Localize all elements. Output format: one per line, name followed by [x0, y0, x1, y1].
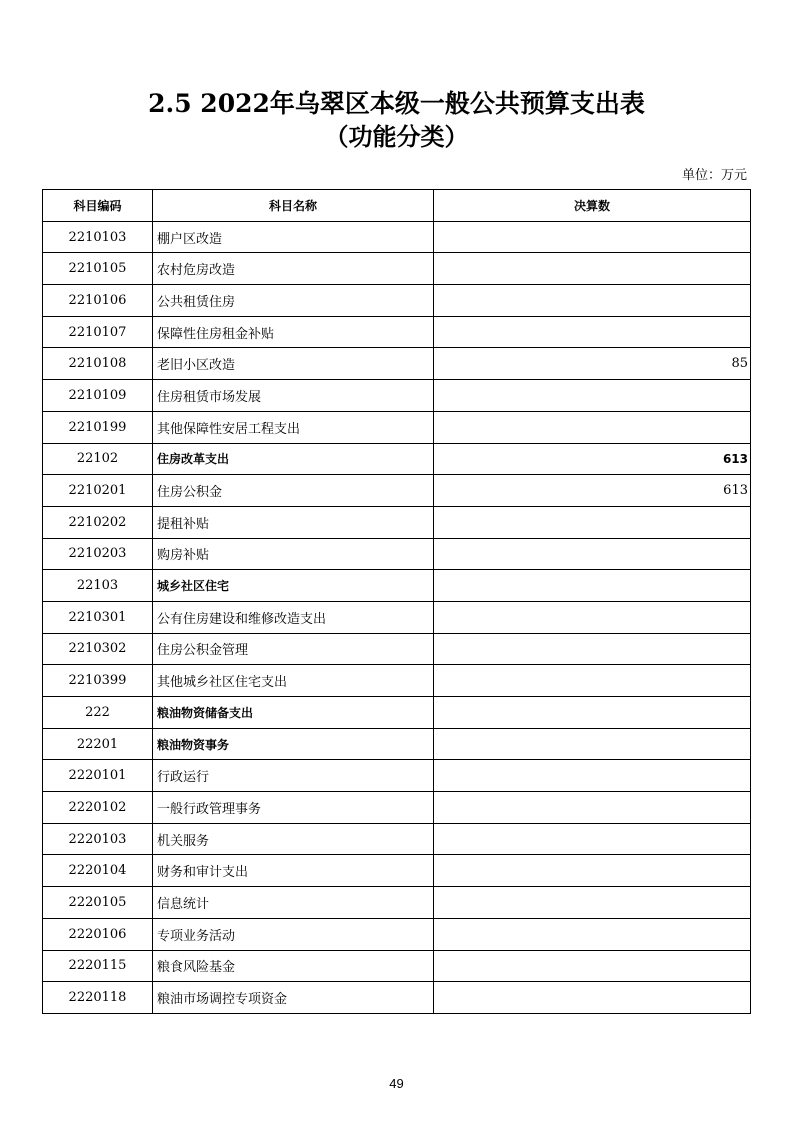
cell-name: 其他城乡社区住宅支出	[153, 665, 434, 697]
cell-code: 2210203	[43, 538, 153, 570]
cell-code: 2220104	[43, 855, 153, 887]
table-row	[43, 538, 751, 570]
table-row	[43, 601, 751, 633]
table-row	[43, 855, 751, 887]
cell-value	[434, 728, 751, 760]
cell-value	[434, 285, 751, 317]
cell-name: 住房租赁市场发展	[153, 380, 434, 412]
cell-name: 一般行政管理事务	[153, 792, 434, 824]
table-row	[43, 475, 751, 507]
table-row	[43, 443, 751, 475]
cell-value	[434, 538, 751, 570]
cell-value	[434, 506, 751, 538]
cell-name: 农村危房改造	[153, 253, 434, 285]
table-row	[43, 760, 751, 792]
cell-code: 2210199	[43, 411, 153, 443]
cell-code: 2210301	[43, 601, 153, 633]
table-row	[43, 380, 751, 412]
cell-name: 专项业务活动	[153, 918, 434, 950]
table-body	[43, 221, 751, 1013]
table-row	[43, 982, 751, 1014]
cell-value	[434, 411, 751, 443]
cell-value	[434, 887, 751, 919]
cell-name: 其他保障性安居工程支出	[153, 411, 434, 443]
table-row	[43, 316, 751, 348]
cell-code: 2220101	[43, 760, 153, 792]
cell-value	[434, 982, 751, 1014]
cell-value	[434, 823, 751, 855]
cell-value	[434, 855, 751, 887]
cell-value	[434, 918, 751, 950]
table-row	[43, 728, 751, 760]
cell-name: 购房补贴	[153, 538, 434, 570]
table-row	[43, 697, 751, 729]
cell-code: 222	[43, 697, 153, 729]
cell-value: 85	[434, 348, 751, 380]
table-row	[43, 348, 751, 380]
cell-code: 22103	[43, 570, 153, 602]
cell-value	[434, 633, 751, 665]
cell-code: 22201	[43, 728, 153, 760]
cell-code: 2220115	[43, 950, 153, 982]
cell-value: 613	[434, 475, 751, 507]
cell-value	[434, 316, 751, 348]
cell-name: 城乡社区住宅	[153, 570, 434, 602]
cell-name: 棚户区改造	[153, 221, 434, 253]
cell-value	[434, 760, 751, 792]
page-subtitle: （功能分类）	[324, 122, 469, 151]
cell-value	[434, 697, 751, 729]
cell-code: 2210201	[43, 475, 153, 507]
cell-code: 2210109	[43, 380, 153, 412]
page-title: 2.5 2022年乌翠区本级一般公共预算支出表	[148, 89, 645, 118]
cell-name: 住房公积金	[153, 475, 434, 507]
cell-name: 提租补贴	[153, 506, 434, 538]
cell-name: 公有住房建设和维修改造支出	[153, 601, 434, 633]
cell-name: 公共租赁住房	[153, 285, 434, 317]
cell-value	[434, 665, 751, 697]
budget-table	[42, 189, 751, 1014]
cell-code: 2220103	[43, 823, 153, 855]
cell-name: 粮油物资事务	[153, 728, 434, 760]
cell-value	[434, 570, 751, 602]
cell-code: 2210302	[43, 633, 153, 665]
cell-name: 粮油物资储备支出	[153, 697, 434, 729]
cell-code: 2220106	[43, 918, 153, 950]
table-row	[43, 221, 751, 253]
cell-name: 粮油市场调控专项资金	[153, 982, 434, 1014]
cell-name: 信息统计	[153, 887, 434, 919]
cell-name: 粮食风险基金	[153, 950, 434, 982]
cell-name: 住房公积金管理	[153, 633, 434, 665]
table-row	[43, 253, 751, 285]
cell-value	[434, 253, 751, 285]
cell-value	[434, 221, 751, 253]
table-row	[43, 823, 751, 855]
table-row	[43, 570, 751, 602]
cell-value	[434, 601, 751, 633]
table-row	[43, 950, 751, 982]
table-row	[43, 633, 751, 665]
cell-name: 老旧小区改造	[153, 348, 434, 380]
unit-label: 单位：万元	[681, 168, 747, 183]
page-number: 49	[389, 1076, 404, 1091]
cell-code: 2210103	[43, 221, 153, 253]
cell-value	[434, 950, 751, 982]
table-row	[43, 506, 751, 538]
cell-code: 22102	[43, 443, 153, 475]
header-value: 决算数	[434, 190, 751, 222]
cell-code: 2220102	[43, 792, 153, 824]
cell-name: 行政运行	[153, 760, 434, 792]
table-header-row	[43, 190, 751, 222]
cell-name: 机关服务	[153, 823, 434, 855]
cell-value	[434, 792, 751, 824]
header-code: 科目编码	[43, 190, 153, 222]
table-row	[43, 285, 751, 317]
cell-code: 2210107	[43, 316, 153, 348]
table-row	[43, 665, 751, 697]
cell-name: 住房改革支出	[153, 443, 434, 475]
table-row	[43, 411, 751, 443]
cell-code: 2210105	[43, 253, 153, 285]
cell-name: 保障性住房租金补贴	[153, 316, 434, 348]
table-row	[43, 918, 751, 950]
cell-code: 2220105	[43, 887, 153, 919]
cell-value: 613	[434, 443, 751, 475]
cell-code: 2210399	[43, 665, 153, 697]
cell-code: 2210106	[43, 285, 153, 317]
cell-name: 财务和审计支出	[153, 855, 434, 887]
cell-value	[434, 380, 751, 412]
cell-code: 2210202	[43, 506, 153, 538]
table-row	[43, 792, 751, 824]
header-name: 科目名称	[153, 190, 434, 222]
table-row	[43, 887, 751, 919]
cell-code: 2210108	[43, 348, 153, 380]
cell-code: 2220118	[43, 982, 153, 1014]
